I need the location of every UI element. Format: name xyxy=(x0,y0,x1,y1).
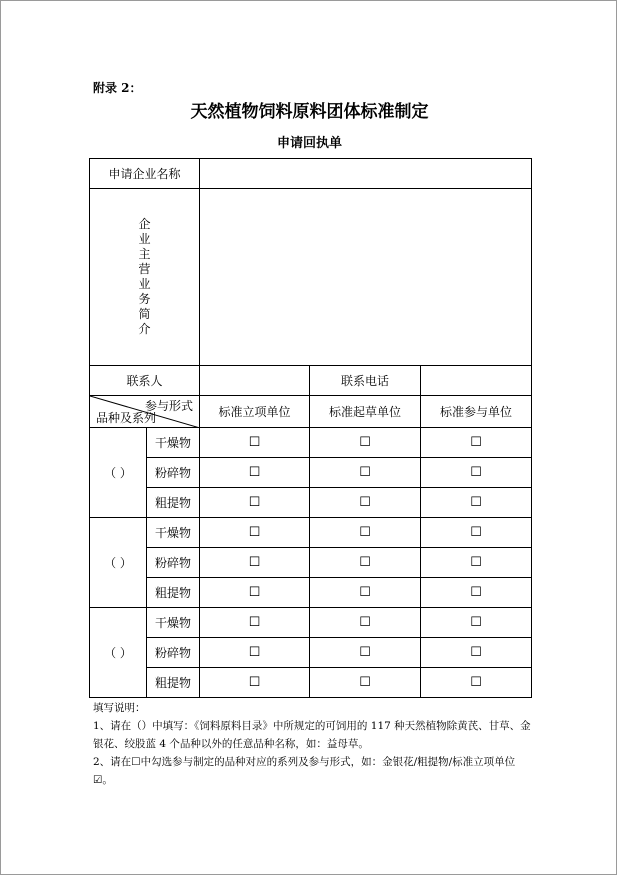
checkbox[interactable]: ☐ xyxy=(470,525,482,540)
instruction-item-2: 2、请在☐中勾选参与制定的品种对应的系列及参与形式，如：金银花/粗提物/标准立项单位☑。 xyxy=(93,756,516,786)
checkbox[interactable]: ☐ xyxy=(470,645,482,660)
instruction-item-1: 1、请在（）中填写：《饲料原料目录》中所规定的可饲用的 117 种天然植物除黄芪、甘草、金银花、绞股蓝 4 个品种以外的任意品种名称，如：益母草。 xyxy=(93,720,531,750)
variety-name-field[interactable]: （ ） xyxy=(90,608,147,698)
row-label-dried: 干燥物 xyxy=(147,518,200,548)
contact-phone-label: 联系电话 xyxy=(310,366,421,396)
checkbox[interactable]: ☐ xyxy=(470,465,482,480)
contact-person-field[interactable] xyxy=(200,366,310,396)
contact-person-label: 联系人 xyxy=(90,366,200,396)
document-title: 天然植物饲料原料团体标准制定 xyxy=(190,102,429,122)
checkbox[interactable]: ☐ xyxy=(248,525,261,540)
checkbox[interactable]: ☐ xyxy=(248,435,261,450)
business-intro-field[interactable] xyxy=(200,189,532,366)
checkbox[interactable]: ☐ xyxy=(248,495,261,510)
business-intro-label xyxy=(90,189,200,366)
row-label-dried: 干燥物 xyxy=(147,608,200,638)
checkbox[interactable]: ☐ xyxy=(359,555,371,570)
checkbox[interactable]: ☐ xyxy=(470,435,482,450)
col-header-drafting-unit: 标准起草单位 xyxy=(310,396,421,428)
checkbox[interactable]: ☐ xyxy=(359,645,371,660)
checkbox[interactable]: ☐ xyxy=(359,675,371,690)
row-label-crushed: 粉碎物 xyxy=(147,638,200,668)
filling-instructions xyxy=(93,699,533,789)
variety-name-field[interactable]: （ ） xyxy=(90,428,147,518)
company-name-field[interactable] xyxy=(200,159,532,189)
checkbox[interactable]: ☐ xyxy=(470,615,482,630)
checkbox[interactable]: ☐ xyxy=(470,555,482,570)
checkbox[interactable]: ☐ xyxy=(248,645,261,660)
company-name-label: 申请企业名称 xyxy=(90,159,200,189)
row-label-extract: 粗提物 xyxy=(147,488,200,518)
variety-series-header: 品种及系列 xyxy=(96,411,157,425)
checkbox[interactable]: ☐ xyxy=(248,615,261,630)
checkbox[interactable]: ☐ xyxy=(248,585,261,600)
application-form-table xyxy=(89,158,532,698)
instructions-heading: 填写说明： xyxy=(93,702,146,714)
checkbox[interactable]: ☐ xyxy=(248,555,261,570)
row-label-extract: 粗提物 xyxy=(147,578,200,608)
checkbox[interactable]: ☐ xyxy=(359,615,371,630)
appendix-label: 附录 2： xyxy=(93,81,142,95)
contact-phone-field[interactable] xyxy=(421,366,532,396)
checkbox[interactable]: ☐ xyxy=(359,525,371,540)
variety-name-field[interactable]: （ ） xyxy=(90,518,147,608)
checkbox[interactable]: ☐ xyxy=(359,435,371,450)
col-header-initiation-unit: 标准立项单位 xyxy=(200,396,310,428)
participation-form-header: 参与形式 xyxy=(145,399,194,413)
checkbox[interactable]: ☐ xyxy=(359,585,371,600)
business-intro-label-text: 企业主营业务简介 xyxy=(138,217,151,336)
checkbox[interactable]: ☐ xyxy=(470,675,482,690)
checkbox[interactable]: ☐ xyxy=(470,585,482,600)
row-label-crushed: 粉碎物 xyxy=(147,548,200,578)
checkbox[interactable]: ☐ xyxy=(359,465,371,480)
row-label-extract: 粗提物 xyxy=(147,668,200,698)
row-label-dried: 干燥物 xyxy=(147,428,200,458)
checkbox[interactable]: ☐ xyxy=(359,495,371,510)
checkbox[interactable]: ☐ xyxy=(248,675,261,690)
checkbox[interactable]: ☐ xyxy=(248,465,261,480)
row-label-crushed: 粉碎物 xyxy=(147,458,200,488)
col-header-participating-unit: 标准参与单位 xyxy=(421,396,532,428)
checkbox[interactable]: ☐ xyxy=(470,495,482,510)
form-subtitle: 申请回执单 xyxy=(276,136,342,151)
diagonal-header-cell xyxy=(90,396,200,428)
